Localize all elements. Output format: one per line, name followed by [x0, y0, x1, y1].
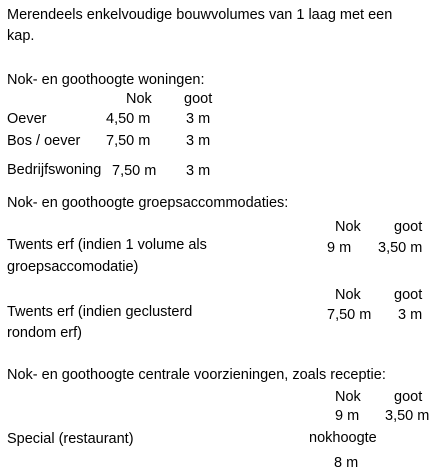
- special-label: Special (restaurant): [7, 431, 134, 447]
- woningen-row-goot: 3 m: [186, 111, 211, 127]
- woningen-col-nok: Nok: [126, 91, 152, 107]
- groeps-block2-nok: 7,50 m: [327, 307, 372, 323]
- groeps-block2-label-2: rondom erf): [7, 325, 82, 341]
- intro-line-1: Merendeels enkelvoudige bouwvolumes van 1 laag met een: [7, 7, 393, 23]
- groeps-block1-col-nok: Nok: [335, 219, 361, 235]
- woningen-row-label: Oever: [7, 111, 47, 127]
- groeps-block1-nok: 9 m: [327, 240, 352, 256]
- centraal-col-nok: Nok: [335, 389, 361, 405]
- groeps-block2-col-nok: Nok: [335, 287, 361, 303]
- groeps-block1-label-2: groepsaccomodatie): [7, 259, 139, 275]
- groeps-block2-col-goot: goot: [394, 287, 423, 303]
- woningen-row-nok: 4,50 m: [106, 111, 151, 127]
- centraal-goot: 3,50 m: [385, 408, 430, 424]
- woningen-row-nok: 7,50 m: [106, 133, 151, 149]
- special-value: 8 m: [334, 455, 359, 471]
- woningen-row-label: Bos / oever: [7, 133, 81, 149]
- woningen-heading: Nok- en goothoogte woningen:: [7, 72, 205, 88]
- woningen-col-goot: goot: [184, 91, 213, 107]
- groeps-heading: Nok- en goothoogte groepsaccommodaties:: [7, 195, 289, 211]
- centraal-nok: 9 m: [335, 408, 360, 424]
- centraal-col-goot: goot: [394, 389, 423, 405]
- groeps-block2-goot: 3 m: [398, 307, 423, 323]
- special-col-nokhoogte: nokhoogte: [309, 430, 377, 446]
- woningen-row-goot: 3 m: [186, 163, 211, 179]
- groeps-block1-label-1: Twents erf (indien 1 volume als: [7, 237, 207, 253]
- woningen-row-goot: 3 m: [186, 133, 211, 149]
- woningen-row-label: Bedrijfswoning: [7, 162, 102, 178]
- groeps-block1-goot: 3,50 m: [378, 240, 423, 256]
- centraal-heading: Nok- en goothoogte centrale voorzieningen, zoals receptie:: [7, 367, 386, 383]
- groeps-block1-col-goot: goot: [394, 219, 423, 235]
- groeps-block2-label-1: Twents erf (indien geclusterd: [7, 304, 193, 320]
- woningen-row-nok: 7,50 m: [112, 163, 157, 179]
- intro-line-2: kap.: [7, 28, 35, 44]
